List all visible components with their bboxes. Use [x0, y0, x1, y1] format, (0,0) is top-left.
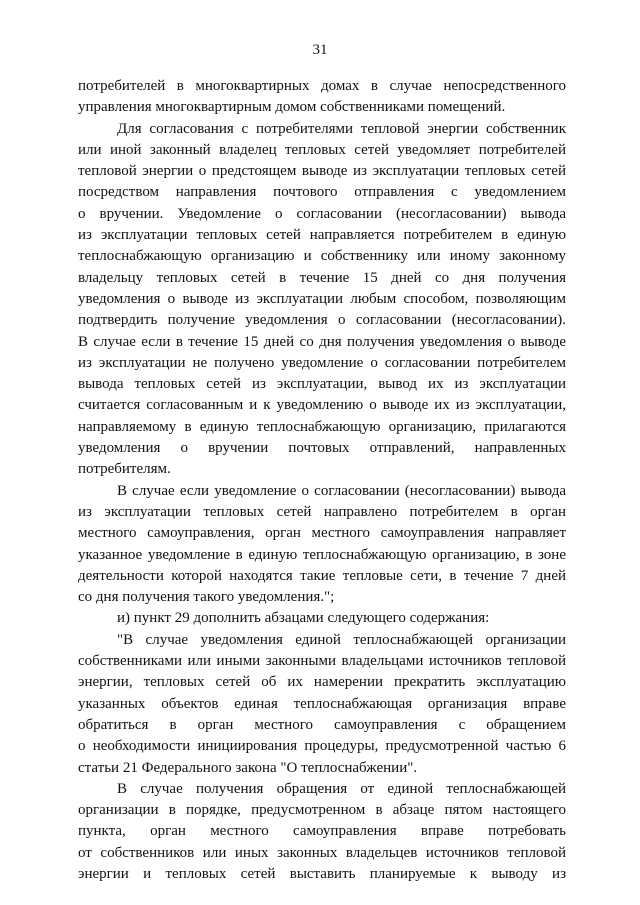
page-number: 31: [312, 42, 328, 58]
text-line: энергии и тепловых сетей выставить планируемые к выводу из: [78, 865, 566, 882]
text-line: пункта, орган местного самоуправления вправе потребовать: [78, 823, 566, 840]
text-line: или иной законный владелец тепловых сетей уведомляет потребителей: [78, 141, 566, 158]
text-line: владельцу тепловых сетей в течение 15 дней со дня получения: [78, 269, 566, 286]
text-line: тепловой энергии о предстоящем выводе из эксплуатации тепловых сетей: [78, 163, 566, 180]
text-line: потребителей в многоквартирных домах в случае непосредственного: [78, 78, 566, 94]
text-line: потребителям.: [78, 461, 171, 478]
text-line: о необходимости инициирования процедуры, предусмотренной частью 6: [78, 738, 566, 755]
text-line: организации в порядке, предусмотренном в абзаце пятом настоящего: [78, 802, 566, 819]
text-line: указанных объектов единая теплоснабжающая организация вправе: [78, 695, 566, 712]
text-line: местного самоуправления, орган местного самоуправления направляет: [78, 525, 566, 542]
text-line: от собственников или иных законных владельцев источников тепловой: [78, 844, 566, 861]
text-line: со дня получения такого уведомления.";: [78, 589, 335, 606]
text-line: подтвердить получение уведомления о согласовании (несогласовании).: [78, 312, 566, 329]
text-line: из эксплуатации не получено уведомление о согласовании потребителем: [78, 354, 566, 371]
text-line: деятельности которой находятся такие тепловые сети, в течение 7 дней: [78, 567, 566, 584]
text-line: Для согласования с потребителями тепловой энергии собственник: [117, 120, 566, 137]
text-line: В случае если в течение 15 дней со дня получения уведомления о выводе: [78, 333, 566, 350]
text-line: уведомления о вручении почтовых отправлений, направленных: [78, 440, 566, 457]
text-line: о вручении. Уведомление о согласовании (несогласовании) вывода: [78, 205, 566, 222]
text-line: из эксплуатации тепловых сетей направлено потребителем в орган: [78, 503, 566, 520]
text-line: собственниками или иными законными владельцами источников тепловой: [78, 653, 566, 670]
text-line: энергии, тепловых сетей об их намерении прекратить эксплуатацию: [78, 674, 566, 691]
text-line: из эксплуатации тепловых сетей направляется потребителем в единую: [78, 227, 566, 244]
text-line: направляемому в единую теплоснабжающую организацию, прилагаются: [78, 418, 566, 435]
text-line: уведомления о выводе из эксплуатации любым способом, позволяющим: [78, 290, 566, 307]
text-line: указанное уведомление в единую теплоснабжающую организацию, в зоне: [78, 546, 566, 563]
text-line: посредством направления почтового отправления с уведомлением: [78, 184, 566, 201]
text-line: В случае получения обращения от единой теплоснабжающей: [117, 780, 566, 797]
text-line: В случае если уведомление о согласовании (несогласовании) вывода: [117, 482, 566, 499]
text-line: управления многоквартирным домом собственниками помещений.: [78, 99, 506, 116]
body-text: [78, 76, 566, 885]
text-line: "В случае уведомления единой теплоснабжающей организации: [117, 631, 566, 648]
text-line: обратиться в орган местного самоуправления с обращением: [78, 716, 566, 733]
text-line: вывода тепловых сетей из эксплуатации, вывод их из эксплуатации: [78, 376, 566, 393]
text-line: теплоснабжающую организацию и собственнику или иному законному: [78, 248, 566, 265]
text-line: и) пункт 29 дополнить абзацами следующего содержания:: [117, 610, 490, 627]
text-line: считается согласованным и к уведомлению о выводе их из эксплуатации,: [78, 397, 566, 414]
text-line: статьи 21 Федерального закона "О теплоснабжении".: [78, 759, 418, 776]
